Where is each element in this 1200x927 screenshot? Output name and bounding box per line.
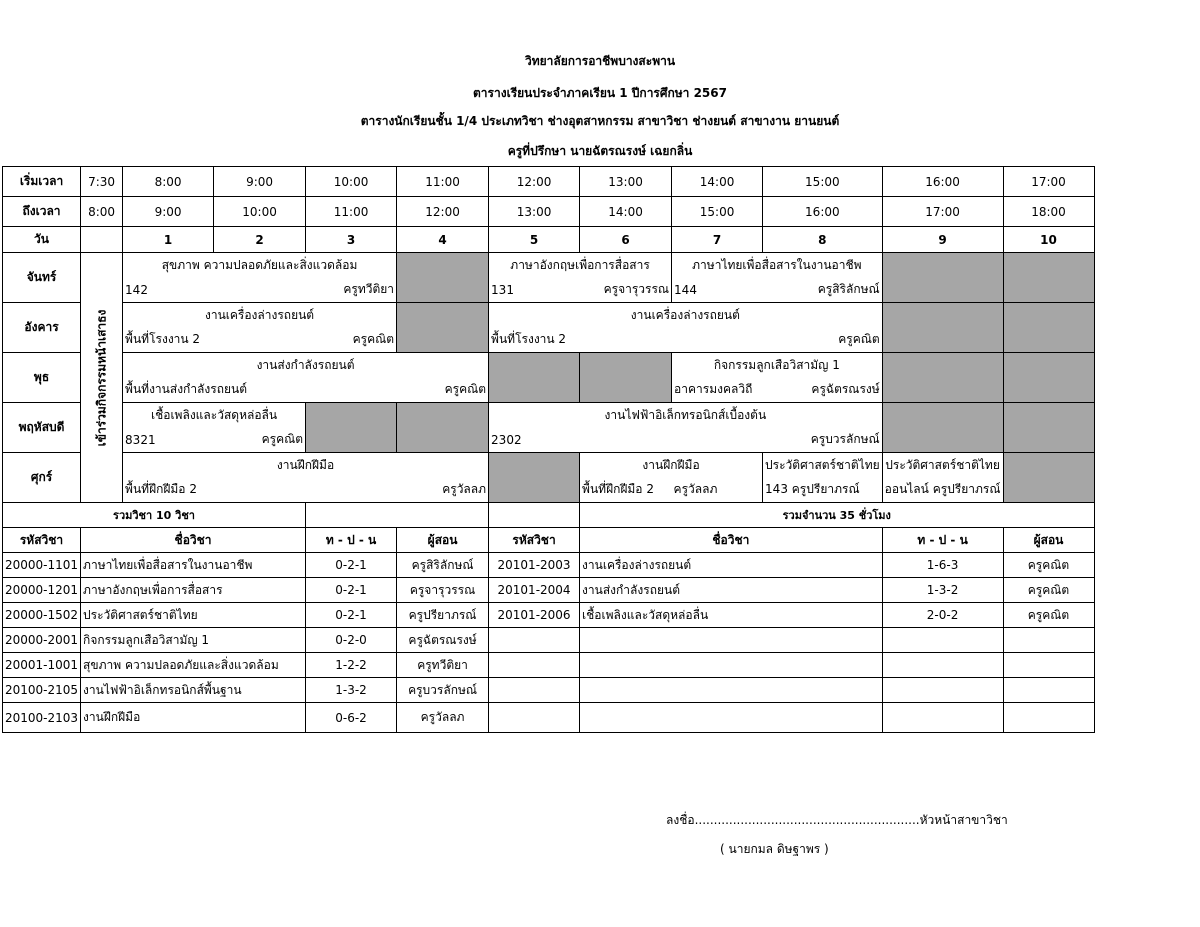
class-room: 142: [123, 278, 214, 303]
free-slot: [882, 353, 1003, 403]
course-empty: [882, 678, 1003, 703]
class-teacher: ครูฉัตรณรงษ์: [763, 378, 883, 403]
course-name: งานฝึกฝีมือ: [81, 703, 306, 733]
course-name: งานส่งกำลังรถยนต์: [580, 578, 883, 603]
class-subject: งานส่งกำลังรถยนต์: [123, 353, 489, 378]
course-name: ประวัติศาสตร์ชาติไทย: [81, 603, 306, 628]
course-teacher: ครูจารุวรรณ: [397, 578, 489, 603]
period-number: 9: [882, 227, 1003, 253]
day-row-thursday: [3, 403, 1095, 428]
free-slot: [1003, 403, 1094, 453]
start-time: 16:00: [882, 167, 1003, 197]
start-time: 10:00: [306, 167, 397, 197]
class-room: พื้นที่โรงงาน 2: [489, 328, 672, 353]
course-tpn: 0-2-1: [306, 578, 397, 603]
course-empty: [1003, 678, 1094, 703]
col-code: รหัสวิชา: [489, 528, 580, 553]
course-empty: [489, 653, 580, 678]
course-row: [3, 553, 1095, 578]
free-slot: [1003, 353, 1094, 403]
end-time: 13:00: [489, 197, 580, 227]
course-empty: [882, 703, 1003, 733]
signature-name: ( นายกมล ดิษฐาพร ): [720, 842, 829, 856]
course-teacher: ครูฉัตรณรงษ์: [397, 628, 489, 653]
advisor-line: ครูที่ปรึกษา นายฉัตรณรงษ์ เฉยกลิ่น: [507, 144, 693, 158]
course-empty: [580, 703, 883, 733]
class-subject: ภาษาอังกฤษเพื่อการสื่อสาร: [489, 253, 672, 278]
class-teacher: ครูคณิต: [306, 328, 397, 353]
class-teacher: ครูวัลลภ: [397, 478, 489, 503]
course-empty: [1003, 703, 1094, 733]
free-slot: [306, 403, 397, 453]
free-slot: [489, 353, 580, 403]
day-name: อังคาร: [3, 303, 81, 353]
class-subject: สุขภาพ ความปลอดภัยและสิ่งแวดล้อม: [123, 253, 397, 278]
free-slot: [882, 303, 1003, 353]
course-code: 20101-2006: [489, 603, 580, 628]
course-name: งานเครื่องล่างรถยนต์: [580, 553, 883, 578]
period-number: 2: [214, 227, 306, 253]
period-number: 7: [672, 227, 763, 253]
day-row-friday: [3, 453, 1095, 478]
course-empty: [489, 703, 580, 733]
day-row-tuesday: [3, 303, 1095, 328]
course-row: [3, 653, 1095, 678]
period-number: 3: [306, 227, 397, 253]
end-time-label: ถึงเวลา: [3, 197, 81, 227]
start-time: 12:00: [489, 167, 580, 197]
class-subject: ภาษาไทยเพื่อสื่อสารในงานอาชีพ: [672, 253, 883, 278]
course-row: [3, 678, 1095, 703]
period-number: 10: [1003, 227, 1094, 253]
class-subject: งานฝึกฝีมือ: [123, 453, 489, 478]
free-slot: [882, 403, 1003, 453]
col-teacher: ผู้สอน: [397, 528, 489, 553]
free-slot: [397, 303, 489, 353]
course-empty: [882, 628, 1003, 653]
col-tpn: ท - ป - น: [306, 528, 397, 553]
course-code: 20101-2004: [489, 578, 580, 603]
end-time-row: [3, 197, 1095, 227]
day-name: พุธ: [3, 353, 81, 403]
course-tpn: 0-6-2: [306, 703, 397, 733]
course-name: ภาษาไทยเพื่อสื่อสารในงานอาชีพ: [81, 553, 306, 578]
course-code: 20000-2001: [3, 628, 81, 653]
course-empty: [882, 653, 1003, 678]
class-teacher: ครูคณิต: [214, 428, 306, 453]
class-room: 8321: [123, 428, 214, 453]
end-time: 17:00: [882, 197, 1003, 227]
start-time: 7:30: [81, 167, 123, 197]
class-subject: งานฝึกฝีมือ: [580, 453, 763, 478]
free-slot: [1003, 303, 1094, 353]
start-time-row: [3, 167, 1095, 197]
class-subject: ประวัติศาสตร์ชาติไทย: [882, 453, 1003, 478]
course-code: 20101-2003: [489, 553, 580, 578]
course-name: ภาษาอังกฤษเพื่อการสื่อสาร: [81, 578, 306, 603]
flag-activity-cell: [81, 253, 123, 503]
flag-activity-label: เข้าร่วมกิจกรรมหน้าเสาธง: [94, 309, 109, 446]
class-teacher: ครูคณิต: [397, 378, 489, 403]
summary-row: [3, 503, 1095, 528]
class-room: 2302: [489, 428, 672, 453]
course-row: [3, 603, 1095, 628]
free-slot: [882, 253, 1003, 303]
start-time: 9:00: [214, 167, 306, 197]
course-row: [3, 703, 1095, 733]
col-name: ชื่อวิชา: [580, 528, 883, 553]
start-time: 17:00: [1003, 167, 1094, 197]
class-teacher: ครูวัลลภ: [672, 478, 763, 503]
course-tpn: 1-2-2: [306, 653, 397, 678]
course-empty: [1003, 628, 1094, 653]
course-name: งานไฟฟ้าอิเล็กทรอนิกส์พื้นฐาน: [81, 678, 306, 703]
start-time: 14:00: [672, 167, 763, 197]
course-tpn: 1-3-2: [882, 578, 1003, 603]
period-number: 5: [489, 227, 580, 253]
class-room: พื้นที่งานส่งกำลังรถยนต์: [123, 378, 397, 403]
class-room-teacher: [763, 478, 883, 503]
course-empty: [489, 628, 580, 653]
class-room: 131: [489, 278, 580, 303]
class-room: พื้นที่โรงงาน 2: [123, 328, 306, 353]
course-row: [3, 628, 1095, 653]
course-teacher: ครูคณิต: [1003, 603, 1094, 628]
class-teacher: ครูสิริลักษณ์: [763, 278, 883, 303]
start-time: 15:00: [763, 167, 883, 197]
class-room: พื้นที่ฝึกฝีมือ 2: [580, 478, 672, 503]
end-time: 15:00: [672, 197, 763, 227]
class-room: พื้นที่ฝึกฝีมือ 2: [123, 478, 397, 503]
course-teacher: ครูปรียาภรณ์: [397, 603, 489, 628]
end-time: 11:00: [306, 197, 397, 227]
schedule-table: [2, 166, 1095, 733]
course-empty: [580, 653, 883, 678]
end-time: 18:00: [1003, 197, 1094, 227]
course-name: กิจกรรมลูกเสือวิสามัญ 1: [81, 628, 306, 653]
signature-line: ลงชื่อ...........................................................หัวหน้าสาขาวิชา: [666, 813, 1008, 827]
free-slot: [580, 353, 672, 403]
period-empty: [81, 227, 123, 253]
course-code: 20000-1502: [3, 603, 81, 628]
class-teacher: ครูบวรลักษณ์: [672, 428, 883, 453]
schedule-title: ตารางเรียนประจำภาคเรียน 1 ปีการศึกษา 2567: [473, 86, 727, 100]
class-subject: งานเครื่องล่างรถยนต์: [489, 303, 883, 328]
period-label: วัน: [3, 227, 81, 253]
summary-empty: [489, 503, 580, 528]
course-code: 20100-2105: [3, 678, 81, 703]
day-name: ศุกร์: [3, 453, 81, 503]
course-empty: [1003, 653, 1094, 678]
course-tpn: 1-3-2: [306, 678, 397, 703]
period-number: 8: [763, 227, 883, 253]
course-header-row: [3, 528, 1095, 553]
course-teacher: ครูคณิต: [1003, 553, 1094, 578]
end-time: 16:00: [763, 197, 883, 227]
course-code: 20000-1101: [3, 553, 81, 578]
class-teacher: ครูปรียาภรณ์: [791, 482, 860, 497]
day-row-wednesday: [3, 353, 1095, 378]
class-subject: ประวัติศาสตร์ชาติไทย: [763, 453, 883, 478]
end-time: 12:00: [397, 197, 489, 227]
course-teacher: ครูคณิต: [1003, 578, 1094, 603]
end-time: 9:00: [123, 197, 214, 227]
summary-empty: [306, 503, 489, 528]
start-time: 13:00: [580, 167, 672, 197]
course-tpn: 0-2-1: [306, 553, 397, 578]
class-teacher: ครูจารุวรรณ: [580, 278, 672, 303]
class-teacher: ครูคณิต: [672, 328, 883, 353]
subject-count: รวมวิชา 10 วิชา: [3, 503, 306, 528]
period-number: 1: [123, 227, 214, 253]
class-subject: กิจกรรมลูกเสือวิสามัญ 1: [672, 353, 883, 378]
class-teacher: ครูปรียาภรณ์: [932, 482, 1001, 497]
day-row-monday: [3, 253, 1095, 278]
start-time: 11:00: [397, 167, 489, 197]
col-teacher: ผู้สอน: [1003, 528, 1094, 553]
course-name: เชื้อเพลิงและวัสดุหล่อลื่น: [580, 603, 883, 628]
course-empty: [580, 678, 883, 703]
day-name: พฤหัสบดี: [3, 403, 81, 453]
class-room: ออนไลน์: [884, 482, 929, 497]
class-group: ตารางนักเรียนชั้น 1/4 ประเภทวิชา ช่างอุตสาหกรรม สาขาวิชา ช่างยนต์ สาขางาน ยานยนต์: [360, 114, 840, 128]
course-tpn: 0-2-1: [306, 603, 397, 628]
free-slot: [1003, 453, 1094, 503]
course-teacher: ครูบวรลักษณ์: [397, 678, 489, 703]
period-row: [3, 227, 1095, 253]
free-slot: [1003, 253, 1094, 303]
day-name: จันทร์: [3, 253, 81, 303]
period-number: 6: [580, 227, 672, 253]
course-teacher: ครูทวีติยา: [397, 653, 489, 678]
course-tpn: 2-0-2: [882, 603, 1003, 628]
end-time: 14:00: [580, 197, 672, 227]
course-name: สุขภาพ ความปลอดภัยและสิ่งแวดล้อม: [81, 653, 306, 678]
course-code: 20100-2103: [3, 703, 81, 733]
class-subject: เชื้อเพลิงและวัสดุหล่อลื่น: [123, 403, 306, 428]
col-name: ชื่อวิชา: [81, 528, 306, 553]
course-empty: [489, 678, 580, 703]
class-room: 144: [672, 278, 763, 303]
col-code: รหัสวิชา: [3, 528, 81, 553]
class-subject: งานไฟฟ้าอิเล็กทรอนิกส์เบื้องต้น: [489, 403, 883, 428]
college-name: วิทยาลัยการอาชีพบางสะพาน: [524, 54, 676, 68]
course-teacher: ครูวัลลภ: [397, 703, 489, 733]
course-teacher: ครูสิริลักษณ์: [397, 553, 489, 578]
free-slot: [489, 453, 580, 503]
class-teacher: ครูทวีติยา: [214, 278, 397, 303]
start-time: 8:00: [123, 167, 214, 197]
course-code: 20000-1201: [3, 578, 81, 603]
course-code: 20001-1001: [3, 653, 81, 678]
class-room: 143: [765, 482, 788, 497]
course-empty: [580, 628, 883, 653]
free-slot: [397, 253, 489, 303]
class-room: อาคารมงคลวิถี: [672, 378, 763, 403]
course-tpn: 0-2-0: [306, 628, 397, 653]
course-row: [3, 578, 1095, 603]
hour-count: รวมจำนวน 35 ชั่วโมง: [580, 503, 1094, 528]
class-room-teacher: [882, 478, 1003, 503]
col-tpn: ท - ป - น: [882, 528, 1003, 553]
class-subject: งานเครื่องล่างรถยนต์: [123, 303, 397, 328]
free-slot: [397, 403, 489, 453]
period-number: 4: [397, 227, 489, 253]
end-time: 10:00: [214, 197, 306, 227]
course-tpn: 1-6-3: [882, 553, 1003, 578]
start-time-label: เริ่มเวลา: [3, 167, 81, 197]
end-time: 8:00: [81, 197, 123, 227]
